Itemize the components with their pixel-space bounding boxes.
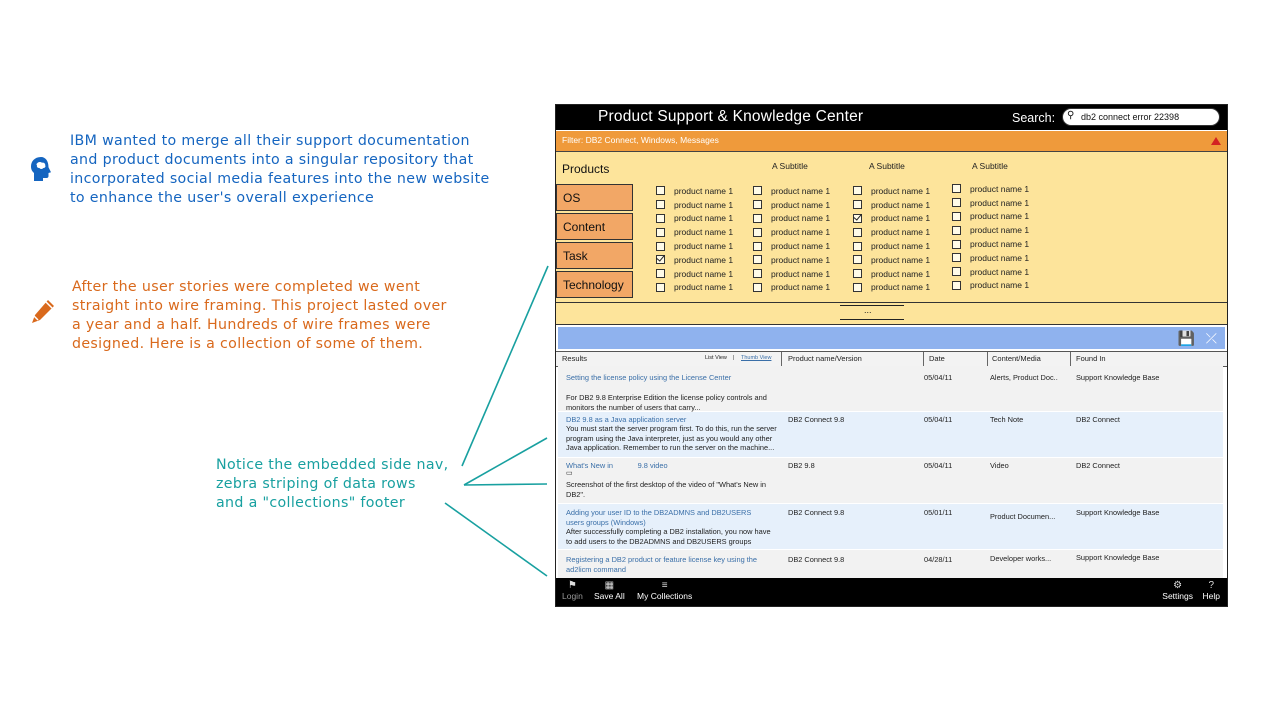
product-label: product name 1: [771, 268, 831, 279]
product-column: [853, 184, 930, 294]
product-checkbox-item[interactable]: [656, 198, 733, 212]
product-label: product name 1: [871, 199, 931, 210]
facet-subtitle: A Subtitle: [972, 161, 1008, 171]
product-checkbox-item[interactable]: [952, 182, 1029, 196]
side-nav-task[interactable]: Task: [556, 242, 633, 269]
search-label: Search:: [1012, 111, 1056, 125]
checkbox[interactable]: [753, 186, 762, 195]
process-line: designed. Here is a collection of some of them.: [72, 336, 424, 352]
gear-icon: ⚙: [1173, 580, 1183, 591]
col-media[interactable]: Content/Media: [992, 354, 1041, 363]
more-label: ...: [864, 305, 872, 315]
product-checkbox-item[interactable]: [753, 239, 830, 253]
pencil-icon: [29, 297, 57, 329]
col-results[interactable]: Results: [562, 354, 588, 363]
checkbox[interactable]: [853, 200, 862, 209]
checkbox[interactable]: [952, 240, 961, 249]
settings-button[interactable]: ⚙ Settings: [1162, 580, 1193, 601]
product-label: product name 1: [970, 183, 1030, 194]
product-label: product name 1: [871, 282, 931, 293]
process-line: a year and a half. Hundreds of wire frames were: [72, 317, 431, 333]
checkbox[interactable]: [656, 242, 665, 251]
table-row[interactable]: [558, 366, 1223, 412]
product-label: product name 1: [771, 227, 831, 238]
product-label: product name 1: [674, 282, 734, 293]
save-all-button[interactable]: ▦ Save All: [594, 580, 625, 601]
product-checkbox-item[interactable]: [853, 267, 930, 281]
checkbox[interactable]: [952, 198, 961, 207]
product-checkbox-item[interactable]: [853, 239, 930, 253]
result-product: DB2 Connect 9.8: [788, 555, 845, 564]
product-label: product name 1: [771, 282, 831, 293]
checkbox[interactable]: [952, 281, 961, 290]
side-nav-technology[interactable]: Technology: [556, 271, 633, 298]
product-column: [952, 182, 1029, 292]
product-label: product name 1: [871, 213, 931, 224]
result-media: Alerts, Product Doc..: [990, 373, 1058, 382]
intro-line: incorporated social media features into the new website: [70, 171, 490, 187]
result-title-link[interactable]: DB2 9.8 as a Java application server: [566, 415, 687, 424]
product-label: product name 1: [970, 239, 1030, 250]
result-media: Tech Note: [990, 415, 1024, 424]
result-description: Screenshot of the first desktop of the video of "What's New in DB2".: [566, 480, 766, 499]
product-label: product name 1: [674, 227, 734, 238]
checkbox[interactable]: [853, 283, 862, 292]
product-label: product name 1: [970, 266, 1030, 277]
save-icon: ▦: [604, 580, 615, 591]
results-table-header: Results List View | Thumb View Product name/Version Date Content/Media Found In: [556, 351, 1227, 367]
product-checkbox-item[interactable]: [952, 210, 1029, 224]
thumb-view-link[interactable]: Thumb View: [741, 355, 772, 361]
product-label: product name 1: [771, 254, 831, 265]
result-date: 04/28/11: [924, 555, 953, 564]
product-checkbox-item[interactable]: [753, 253, 830, 267]
checkbox[interactable]: [952, 253, 961, 262]
divider: [840, 319, 904, 320]
product-checkbox-item[interactable]: [853, 225, 930, 239]
facet-title: Products: [562, 162, 610, 176]
product-label: product name 1: [871, 268, 931, 279]
search-box[interactable]: [1062, 108, 1220, 126]
product-column: [656, 184, 733, 294]
product-label: product name 1: [970, 280, 1030, 291]
intro-line: and product documents into a singular repository that: [70, 152, 474, 168]
help-icon: ?: [1208, 580, 1215, 591]
facet-subtitle: A Subtitle: [869, 161, 905, 171]
col-date[interactable]: Date: [929, 354, 945, 363]
result-title-link[interactable]: Adding your user ID to the DB2ADMNS and DB2USERS users groups (Windows): [566, 508, 752, 527]
head-brain-icon: [29, 156, 53, 186]
video-icon: ▭: [566, 470, 573, 477]
checkbox[interactable]: [753, 269, 762, 278]
product-checkbox-item[interactable]: [853, 198, 930, 212]
checkbox[interactable]: [753, 200, 762, 209]
product-checkbox-item[interactable]: [753, 198, 830, 212]
checkbox[interactable]: [853, 242, 862, 251]
result-description: After successfully completing a DB2 installation, you now have to add users to the DB2ADMNS and DB2USERS groups: [566, 527, 771, 546]
table-row[interactable]: [558, 550, 1223, 578]
side-nav-os[interactable]: OS: [556, 184, 633, 211]
search-input[interactable]: [1077, 110, 1211, 123]
filter-text: Filter: DB2 Connect, Windows, Messages: [562, 135, 719, 145]
product-checkbox-item[interactable]: [952, 223, 1029, 237]
table-row[interactable]: [558, 458, 1223, 504]
col-found-in[interactable]: Found In: [1076, 354, 1106, 363]
product-checkbox-item[interactable]: [952, 251, 1029, 265]
facet-panel: [556, 152, 1227, 303]
result-date: 05/04/11: [924, 461, 953, 470]
product-label: product name 1: [771, 241, 831, 252]
expand-icon[interactable]: ⤫: [1205, 330, 1217, 346]
product-label: product name 1: [871, 254, 931, 265]
facet-subtitle: A Subtitle: [772, 161, 808, 171]
checkbox[interactable]: [753, 242, 762, 251]
product-checkbox-item[interactable]: [853, 212, 930, 226]
result-description: You must start the server program first. To do this, run the server program using the Java interpreter, just as you would any other Java application. Remember to run the server on the machine...: [566, 424, 777, 452]
product-checkbox-item[interactable]: [952, 196, 1029, 210]
checkbox[interactable]: [952, 226, 961, 235]
product-checkbox-item[interactable]: [753, 212, 830, 226]
search-icon[interactable]: ⚲: [1067, 110, 1075, 121]
callout-line: zebra striping of data rows: [216, 476, 416, 492]
checkbox[interactable]: [753, 214, 762, 223]
checkbox[interactable]: [853, 255, 862, 264]
result-found-in: Support Knowledge Base: [1076, 553, 1160, 562]
product-label: product name 1: [674, 199, 734, 210]
app-header: [556, 105, 1227, 130]
checkbox[interactable]: [656, 283, 665, 292]
result-found-in: Support Knowledge Base: [1076, 508, 1160, 517]
product-label: product name 1: [970, 252, 1030, 263]
result-media: Video: [990, 461, 1009, 470]
product-checkbox-item[interactable]: [656, 225, 733, 239]
side-nav-content[interactable]: Content: [556, 213, 633, 240]
divider: [840, 305, 904, 306]
list-icon: ≡: [661, 580, 668, 591]
save-icon[interactable]: 💾: [1177, 330, 1195, 346]
lock-icon: ⚑: [567, 580, 577, 591]
product-label: product name 1: [871, 241, 931, 252]
product-label: product name 1: [771, 213, 831, 224]
result-product: DB2 Connect 9.8: [788, 415, 845, 424]
checkbox[interactable]: [952, 267, 961, 276]
product-label: product name 1: [674, 254, 734, 265]
product-checkbox-item[interactable]: [952, 279, 1029, 293]
product-checkbox-item[interactable]: [656, 281, 733, 295]
table-row[interactable]: [558, 412, 1223, 458]
login-button[interactable]: ⚑ Login: [562, 580, 583, 601]
result-product: DB2 Connect 9.8: [788, 508, 845, 517]
product-checkbox-item[interactable]: [656, 212, 733, 226]
product-checkbox-item[interactable]: [753, 184, 830, 198]
callout-note: [216, 456, 476, 513]
checkbox[interactable]: [753, 228, 762, 237]
list-view-link[interactable]: List View: [705, 355, 727, 361]
product-label: product name 1: [674, 241, 734, 252]
product-label: product name 1: [970, 197, 1030, 208]
callout-line-zebra-2: [464, 484, 547, 485]
result-date: 05/04/11: [924, 373, 953, 382]
result-description: For DB2 9.8 Enterprise Edition the license policy controls and monitors the number of users that carry...: [566, 393, 767, 412]
product-label: product name 1: [771, 199, 831, 210]
results-toolbar: [558, 327, 1225, 349]
result-title-link[interactable]: Registering a DB2 product or feature license key using the ad2licm command: [566, 555, 758, 574]
product-label: product name 1: [771, 185, 831, 196]
product-label: product name 1: [970, 211, 1030, 222]
checkbox-checked[interactable]: [853, 214, 862, 223]
product-label: product name 1: [674, 268, 734, 279]
process-line: straight into wire framing. This project lasted over: [72, 298, 447, 314]
result-date: 05/04/11: [924, 415, 953, 424]
table-row[interactable]: [558, 504, 1223, 550]
checkbox[interactable]: [753, 283, 762, 292]
checkbox[interactable]: [656, 186, 665, 195]
wireframe-window: [555, 104, 1228, 607]
checkbox[interactable]: [952, 212, 961, 221]
product-checkbox-item[interactable]: [656, 267, 733, 281]
result-found-in: DB2 Connect: [1076, 415, 1120, 424]
product-checkbox-item[interactable]: [952, 237, 1029, 251]
product-checkbox-item[interactable]: [952, 265, 1029, 279]
callout-line: Notice the embedded side nav,: [216, 457, 449, 473]
product-checkbox-item[interactable]: [656, 253, 733, 267]
checkbox[interactable]: [853, 269, 862, 278]
product-checkbox-item[interactable]: [656, 184, 733, 198]
result-found-in: DB2 Connect: [1076, 461, 1120, 470]
intro-line: IBM wanted to merge all their support documentation: [70, 133, 470, 149]
product-checkbox-item[interactable]: [753, 225, 830, 239]
checkbox[interactable]: [656, 228, 665, 237]
result-date: 05/01/11: [924, 508, 953, 517]
result-title-link[interactable]: Setting the license policy using the License Center: [566, 373, 732, 382]
checkbox[interactable]: [656, 214, 665, 223]
filter-bar[interactable]: [556, 131, 1227, 152]
results-list[interactable]: [558, 366, 1223, 578]
more-facets-toggle[interactable]: [556, 303, 1227, 325]
my-collections-button[interactable]: ≡ My Collections: [637, 580, 693, 601]
product-label: product name 1: [970, 225, 1030, 236]
intro-line: to enhance the user's overall experience: [70, 190, 375, 206]
product-label: product name 1: [674, 213, 734, 224]
product-checkbox-item[interactable]: [753, 281, 830, 295]
callout-line-zebra-1: [464, 438, 547, 485]
product-checkbox-item[interactable]: [853, 253, 930, 267]
product-checkbox-item[interactable]: [753, 267, 830, 281]
col-product[interactable]: Product name/Version: [788, 354, 862, 363]
app-title: Product Support & Knowledge Center: [598, 108, 864, 125]
help-button[interactable]: ? Help: [1202, 580, 1220, 601]
result-product: DB2 9.8: [788, 461, 815, 470]
checkbox[interactable]: [952, 184, 961, 193]
collections-footer: [556, 578, 1227, 606]
intro-note: [70, 132, 530, 208]
product-label: product name 1: [674, 185, 734, 196]
product-checkbox-item[interactable]: [656, 239, 733, 253]
result-media: Product Documen...: [990, 512, 1056, 521]
checkbox[interactable]: [656, 200, 665, 209]
checkbox[interactable]: [853, 186, 862, 195]
callout-line: and a "collections" footer: [216, 495, 406, 511]
product-column: [753, 184, 830, 294]
checkbox-checked[interactable]: [656, 255, 665, 264]
result-media: Developer works...: [990, 554, 1052, 563]
collapse-triangle-icon[interactable]: [1211, 137, 1221, 145]
product-label: product name 1: [871, 185, 931, 196]
result-found-in: Support Knowledge Base: [1076, 373, 1160, 382]
product-checkbox-item[interactable]: [853, 184, 930, 198]
product-checkbox-item[interactable]: [853, 281, 930, 295]
callout-line-footer: [445, 503, 547, 576]
process-note: [72, 278, 492, 354]
checkbox[interactable]: [753, 255, 762, 264]
product-label: product name 1: [871, 227, 931, 238]
checkbox[interactable]: [656, 269, 665, 278]
process-line: After the user stories were completed we went: [72, 279, 421, 295]
result-title-link[interactable]: What's New in 9.8 video: [566, 461, 668, 470]
checkbox[interactable]: [853, 228, 862, 237]
